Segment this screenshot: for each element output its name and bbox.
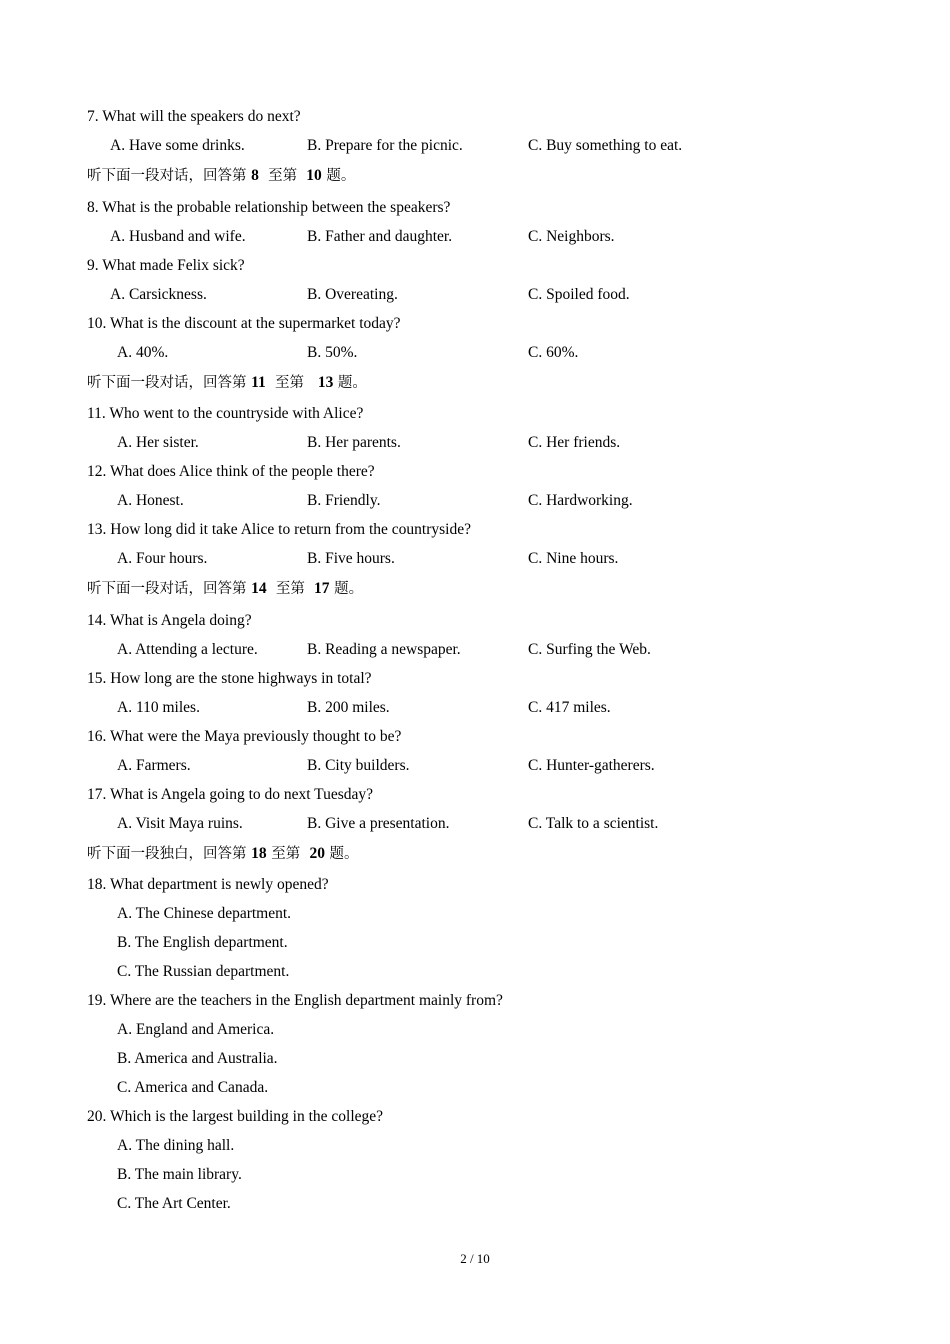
- option-b: B. Overeating.: [307, 286, 398, 303]
- option-a: A. Carsickness.: [110, 286, 207, 303]
- option-c: C. Her friends.: [528, 434, 621, 451]
- question-stem: 19. Where are the teachers in the English department mainly from?: [87, 992, 503, 1009]
- options-row: [0, 754, 950, 778]
- question-stem: 9. What made Felix sick?: [87, 257, 245, 274]
- options-row: [0, 489, 950, 513]
- options-row: [0, 696, 950, 720]
- question-stem: 7. What will the speakers do next?: [87, 108, 301, 125]
- option-c: C. The Art Center.: [117, 1195, 231, 1212]
- options-row: [0, 341, 950, 365]
- question-stem: 16. What were the Maya previously thought to be?: [87, 728, 402, 745]
- option-c: C. Hardworking.: [528, 492, 633, 509]
- option-b: B. Friendly.: [307, 492, 381, 509]
- option-a: A. 40%.: [117, 344, 169, 361]
- option-a: A. England and America.: [117, 1021, 275, 1038]
- question-stem: 12. What does Alice think of the people there?: [87, 463, 375, 480]
- option-a: A. 110 miles.: [117, 699, 200, 716]
- section-instruction: 听下面一段对话，回答第 8 至第 10 题。: [87, 167, 356, 184]
- option-c: C. The Russian department.: [117, 963, 290, 980]
- options-row: [0, 638, 950, 662]
- option-c: C. Hunter-gatherers.: [528, 757, 655, 774]
- question-stem: 18. What department is newly opened?: [87, 876, 329, 893]
- option-b: B. Father and daughter.: [307, 228, 453, 245]
- option-a: A. Attending a lecture.: [117, 641, 258, 658]
- option-c: C. Buy something to eat.: [528, 137, 683, 154]
- option-b: B. 200 miles.: [307, 699, 390, 716]
- option-b: B. The English department.: [117, 934, 288, 951]
- option-a: A. The dining hall.: [117, 1137, 235, 1154]
- options-row: [0, 547, 950, 571]
- page-number: 2 / 10: [460, 1251, 490, 1266]
- option-b: B. Her parents.: [307, 434, 401, 451]
- question-stem: 8. What is the probable relationship between the speakers?: [87, 199, 451, 216]
- option-a: A. Her sister.: [117, 434, 199, 451]
- option-a: A. Husband and wife.: [110, 228, 246, 245]
- question-stem: 20. Which is the largest building in the college?: [87, 1108, 384, 1125]
- option-b: B. Prepare for the picnic.: [307, 137, 463, 154]
- option-c: C. 60%.: [528, 344, 579, 361]
- option-b: B. 50%.: [307, 344, 358, 361]
- options-row: [0, 431, 950, 455]
- options-row: [0, 134, 950, 158]
- option-c: C. America and Canada.: [117, 1079, 269, 1096]
- options-row: [0, 225, 950, 249]
- section-instruction: 听下面一段独白，回答第 18 至第 20 题。: [87, 845, 359, 862]
- option-a: A. Visit Maya ruins.: [117, 815, 243, 832]
- options-row: [0, 283, 950, 307]
- options-row: [0, 812, 950, 836]
- option-a: A. Honest.: [117, 492, 184, 509]
- option-a: A. Farmers.: [117, 757, 191, 774]
- question-stem: 10. What is the discount at the supermarket today?: [87, 315, 401, 332]
- option-b: B. Reading a newspaper.: [307, 641, 461, 658]
- option-c: C. 417 miles.: [528, 699, 611, 716]
- option-b: B. City builders.: [307, 757, 410, 774]
- option-a: A. Have some drinks.: [110, 137, 245, 154]
- question-stem: 17. What is Angela going to do next Tuesday?: [87, 786, 374, 803]
- option-b: B. America and Australia.: [117, 1050, 278, 1067]
- question-stem: 11. Who went to the countryside with Alice?: [87, 405, 364, 422]
- option-a: A. Four hours.: [117, 550, 208, 567]
- option-b: B. Give a presentation.: [307, 815, 450, 832]
- question-stem: 15. How long are the stone highways in total?: [87, 670, 372, 687]
- section-instruction: 听下面一段对话，回答第 11 至第 13 题。: [87, 374, 367, 391]
- question-stem: 14. What is Angela doing?: [87, 612, 252, 629]
- option-c: C. Neighbors.: [528, 228, 615, 245]
- option-b: B. Five hours.: [307, 550, 395, 567]
- option-a: A. The Chinese department.: [117, 905, 292, 922]
- option-c: C. Spoiled food.: [528, 286, 630, 303]
- section-instruction: 听下面一段对话，回答第 14 至第 17 题。: [87, 580, 364, 597]
- question-stem: 13. How long did it take Alice to return from the countryside?: [87, 521, 471, 538]
- option-c: C. Talk to a scientist.: [528, 815, 659, 832]
- option-c: C. Surfing the Web.: [528, 641, 651, 658]
- option-b: B. The main library.: [117, 1166, 242, 1183]
- option-c: C. Nine hours.: [528, 550, 619, 567]
